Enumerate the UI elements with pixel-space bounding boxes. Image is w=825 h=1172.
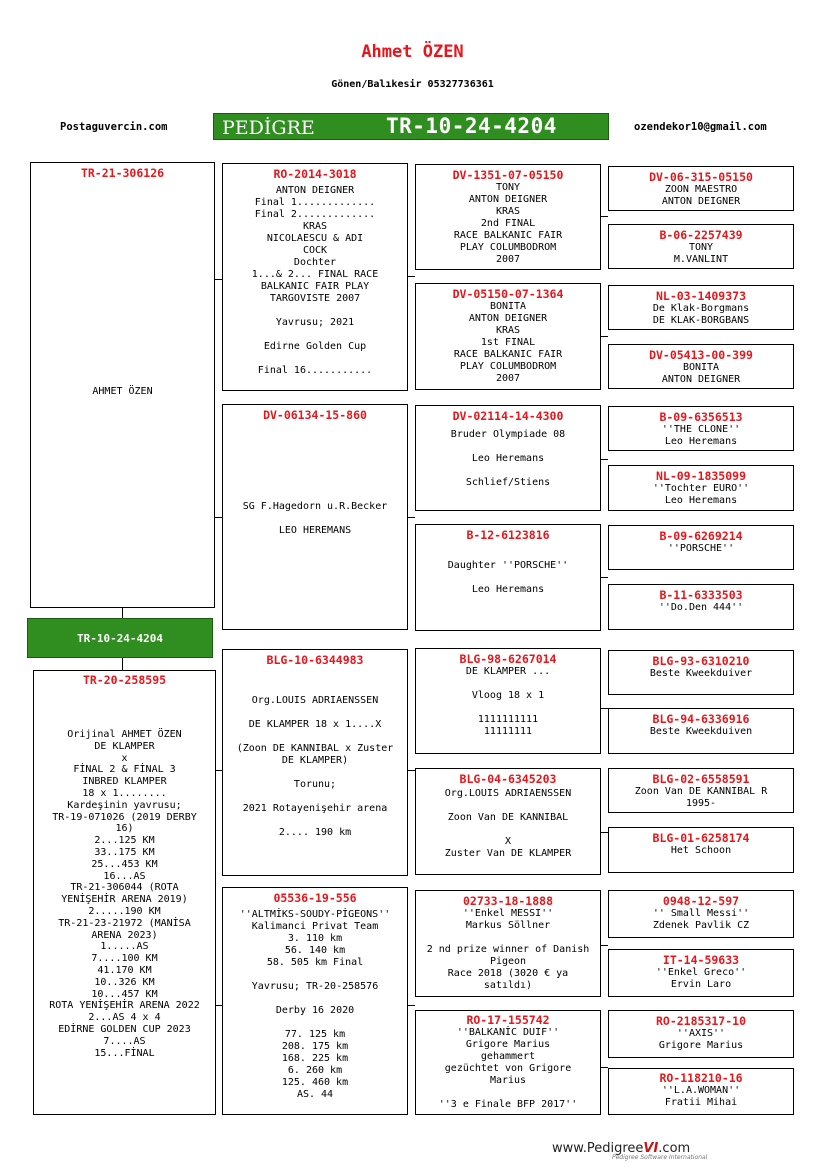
pedigree-card [415, 648, 601, 754]
card-ring: NL-03-1409373 [655, 289, 746, 303]
card-info: ''BALKANİC DUIF'' Grigore Marius gehammert gezüchtet von Grigore Marius ''3 e Finale BFP 2017'' [438, 1027, 578, 1110]
pedigree-card [415, 283, 601, 390]
card-info: SG F.Hagedorn u.R.Becker LEO HEREMANS [242, 501, 388, 536]
pedigree-card [222, 163, 408, 391]
card-ring: BLG-01-6258174 [652, 831, 750, 845]
card-ring: DV-06134-15-860 [263, 408, 367, 422]
card-ring: B-09-6356513 [659, 410, 743, 424]
email-text: ozendekor10@gmail.com [634, 121, 767, 133]
card-ring: RO-118210-16 [659, 1071, 743, 1085]
card-info: DE KLAMPER ... Vloog 18 x 1 1111111111 11111111 [465, 666, 551, 737]
card-ring: IT-14-59633 [662, 953, 740, 967]
banner-ring: TR-10-24-4204 [386, 114, 557, 138]
card-info: Zoon Van DE KANNIBAL R 1995- [634, 786, 768, 809]
pedigree-card [415, 164, 601, 270]
owner-location: Gönen/Balıkesir 05327736361 [331, 79, 494, 90]
card-ring: DV-05150-07-1364 [452, 287, 564, 301]
pedigree-card [608, 768, 794, 813]
pedigree-card [608, 406, 794, 451]
dam-info: Orijinal AHMET ÖZEN DE KLAMPER x FİNAL 2 & FİNAL 3 INBRED KLAMPER 18 x 1........ Kardeşinin yavrusu; TR-19-071026 (2019 DERBY 16) 2...125 KM 33..175 KM 25...453 KM 16...AS TR-21-306044 (ROTA YENİŞEHİR ARENA 2019) 2.....190 KM TR-21-23-21972 (MANİSA ARENA 2023) 1.....AS 7....100 KM 41.170 KM 10..326 KM 10...457 KM ROTA YENİŞEHİR ARENA 2022 2...AS 4 x 4 EDİRNE GOLDEN CUP 2023 7....AS 15...FİNAL [49, 729, 200, 1059]
card-info: Daughter ''PORSCHE'' Leo Heremans [447, 560, 569, 595]
card-ring: BLG-10-6344983 [266, 653, 364, 667]
card-info: Het Schoon [670, 845, 732, 856]
card-ring: BLG-93-6310210 [652, 654, 750, 668]
card-info: ''AXIS'' Grigore Marius [658, 1028, 744, 1051]
card-info: TONY ANTON DEIGNER KRAS 2nd FINAL RACE BALKANIC FAIR PLAY COLUMBODROM 2007 [453, 182, 563, 265]
card-info: ''THE CLONE'' Leo Heremans [661, 424, 741, 447]
pedigree-card [608, 1010, 794, 1058]
card-info: ZOON MAESTRO ANTON DEIGNER [661, 184, 741, 207]
card-info: ''L.A.WOMAN'' Fratii Mihai [661, 1085, 741, 1108]
card-info: ANTON DEIGNER Final 1............. Final 2............. KRAS NICOLAESCU & ADI COCK Dochter 1...& 2... FINAL RACE BALKANIC FAIR PLAY TARGOVISTE 2007 Yavrusu; 2021 Edirne Golden Cup Final 16........... [251, 185, 379, 376]
brand-suffix: .com [658, 1141, 691, 1156]
card-ring: B-11-6333503 [659, 588, 743, 602]
card-info: Org.LOUIS ADRIAENSSEN DE KLAMPER 18 x 1....X (Zoon DE KANNIBAL x Zuster DE KLAMPER) Torunu; 2021 Rotayenişehir arena 2.... 190 km [236, 695, 394, 838]
brand-tagline: Pedigree Software International [612, 1154, 708, 1161]
card-ring: 05536-19-556 [273, 891, 357, 905]
card-info: BONITA ANTON DEIGNER [661, 362, 741, 385]
card-ring: BLG-94-6336916 [652, 712, 750, 726]
pedigree-card [222, 649, 408, 876]
dam-card [33, 670, 216, 1115]
pedigree-card [608, 285, 794, 330]
pedigree-card [415, 768, 601, 875]
card-info: TONY M.VANLINT [673, 242, 729, 265]
pedigree-card [222, 404, 408, 630]
card-ring: BLG-02-6558591 [652, 772, 750, 786]
card-info: Beste Kweekduiven [649, 726, 753, 737]
sire-ring: TR-21-306126 [80, 166, 165, 180]
dam-ring: TR-20-258595 [82, 673, 167, 687]
pedigree-card [608, 166, 794, 211]
card-ring: DV-06-315-05150 [649, 170, 753, 184]
pedigree-card [608, 224, 794, 269]
pedigree-card [415, 1010, 601, 1115]
card-ring: 02733-18-1888 [462, 894, 553, 908]
card-info: BONITA ANTON DEIGNER KRAS 1st FINAL RACE BALKANIC FAIR PLAY COLUMBODROM 2007 [453, 301, 563, 384]
card-info: ''Enkel MESSI'' Markus Söllner 2 nd prize winner of Danish Pigeon Race 2018 (3020 € ya satıldı) [426, 908, 590, 991]
pedigree-card [222, 887, 408, 1115]
pedigree-card [608, 344, 794, 389]
card-ring: B-09-6269214 [659, 529, 743, 543]
pedigreevi-logo [552, 1141, 707, 1161]
pedigree-card [608, 584, 794, 630]
card-ring: DV-1351-07-05150 [452, 168, 564, 182]
card-info: '' Small Messi'' Zdenek Pavlik CZ [652, 908, 750, 931]
card-ring: RO-2014-3018 [273, 167, 357, 181]
card-ring: NL-09-1835099 [655, 469, 746, 483]
pedigree-card [415, 524, 601, 631]
card-ring: B-12-6123816 [466, 528, 550, 542]
card-ring: 0948-12-597 [662, 894, 740, 908]
pedigree-card [608, 525, 794, 570]
card-ring: RO-17-155742 [466, 1013, 550, 1027]
card-info: Beste Kweekduiver [649, 668, 753, 679]
card-info: ''Do.Den 444'' [658, 602, 744, 613]
brand-prefix: www.Pedigree [552, 1141, 644, 1156]
sire-info: AHMET ÖZEN [92, 386, 153, 397]
pedigree-card [415, 890, 601, 997]
pedigree-card [608, 708, 794, 754]
card-info: Bruder Olympiade 08 Leo Heremans Schlief/Stiens [450, 429, 566, 488]
sire-card [30, 162, 215, 608]
card-ring: BLG-98-6267014 [459, 652, 557, 666]
pedigree-card [608, 827, 794, 873]
card-ring: RO-2185317-10 [655, 1014, 746, 1028]
card-ring: DV-02114-14-4300 [452, 409, 564, 423]
banner-label: PEDİGRE [222, 117, 315, 139]
subject-ring-bar: TR-10-24-4204 [27, 618, 213, 658]
card-ring: B-06-2257439 [659, 228, 743, 242]
card-info: ''ALTMİKS-SOUDY-PİGEONS'' Kalimanci Privat Team 3. 110 km 56. 140 km 58. 505 km Final Yavrusu; TR-20-258576 Derby 16 2020 77. 125 km 208. 175 km 168. 225 km 6. 260 km 125. 460 km AS. 44 [239, 909, 391, 1100]
pedigree-card [608, 949, 794, 997]
pedigree-card [608, 890, 794, 938]
site-text: Postaguvercin.com [60, 121, 168, 133]
card-ring: BLG-04-6345203 [459, 772, 557, 786]
pedigree-card [608, 1068, 794, 1115]
owner-name: Ahmet ÖZEN [361, 42, 464, 62]
brand-vi: VI [643, 1141, 659, 1156]
pedigree-card [608, 650, 794, 695]
card-info: De Klak-Borgmans DE KLAK-BORGBANS [652, 303, 750, 326]
pedigree-banner [213, 113, 609, 140]
card-info: ''Tochter EURO'' Leo Heremans [652, 483, 750, 506]
card-ring: DV-05413-00-399 [649, 348, 753, 362]
pedigree-card [608, 465, 794, 511]
pedigree-card [415, 405, 601, 511]
card-info: ''Enkel Greco'' Ervin Laro [655, 967, 747, 990]
card-info: Org.LOUIS ADRIAENSSEN Zoon Van DE KANNIBAL X Zuster Van DE KLAMPER [444, 788, 572, 859]
card-info: ''PORSCHE'' [667, 543, 735, 554]
